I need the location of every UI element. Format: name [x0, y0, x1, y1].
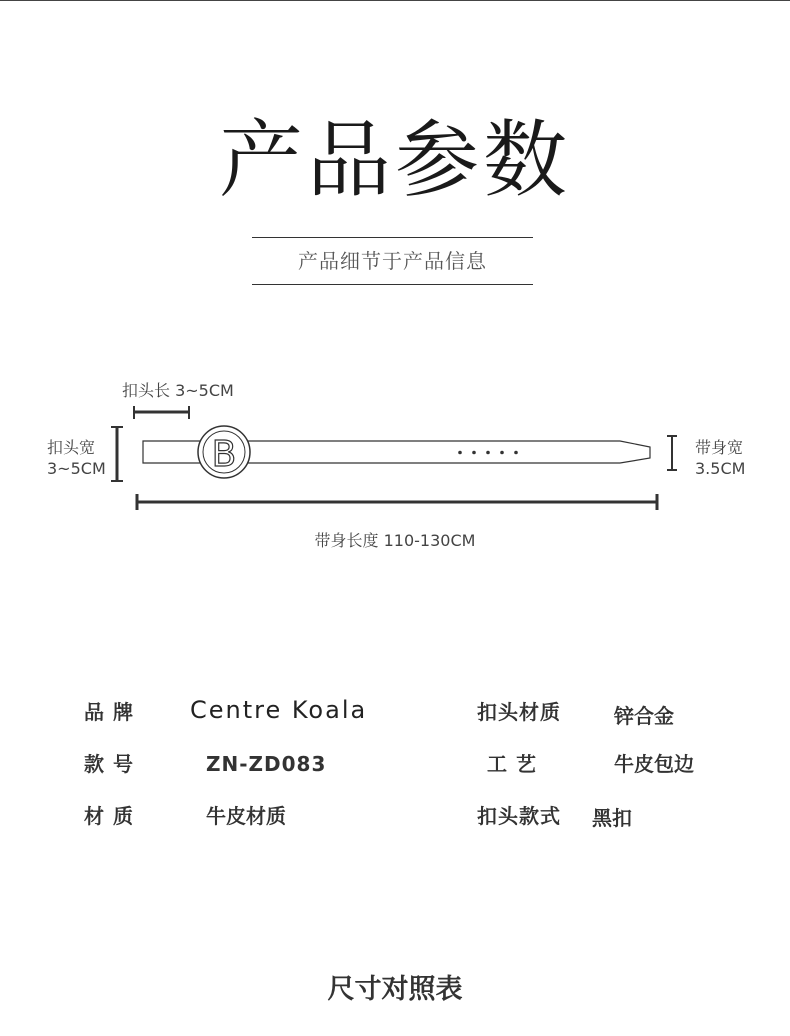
spec-brand-value: Centre Koala [190, 696, 368, 724]
page-title: 产品参数 [218, 111, 571, 209]
spec-material-value: 牛皮材质 [206, 804, 286, 828]
buckle-length-label: 扣头长 3~5CM [122, 381, 234, 400]
spec-material-label: 材 质 [84, 804, 134, 828]
strap-length-label: 带身长度 110-130CM [314, 531, 476, 550]
spec-buckle-style-value: 黑扣 [592, 806, 632, 830]
spec-buckle-style-label: 扣头款式 [477, 804, 561, 828]
spec-brand-label: 品 牌 [84, 700, 134, 724]
spec-craft-value: 牛皮包边 [614, 752, 694, 776]
spec-craft-label: 工 艺 [487, 752, 537, 776]
spec-model-value: ZN-ZD083 [206, 752, 327, 776]
buckle-width-label-line1: 扣头宽 [47, 438, 96, 457]
buckle-length-bracket [134, 406, 189, 419]
buckle-width-label-line2: 3~5CM [47, 459, 106, 478]
strap-width-label-line2: 3.5CM [695, 459, 746, 478]
strap-width-label-line1: 带身宽 [695, 438, 744, 457]
buckle-letter: B [211, 434, 237, 475]
strap-length-bracket [137, 494, 657, 510]
strap-width-bracket [667, 436, 677, 470]
page-subtitle: 产品细节于产品信息 [298, 249, 487, 273]
buckle-width-bracket [111, 427, 123, 481]
buckle-icon [198, 426, 250, 478]
size-chart-title: 尺寸对照表 [327, 974, 463, 1005]
spec-buckle-material-value: 锌合金 [614, 704, 674, 728]
spec-buckle-material-label: 扣头材质 [477, 700, 561, 724]
spec-model-label: 款 号 [84, 752, 134, 776]
